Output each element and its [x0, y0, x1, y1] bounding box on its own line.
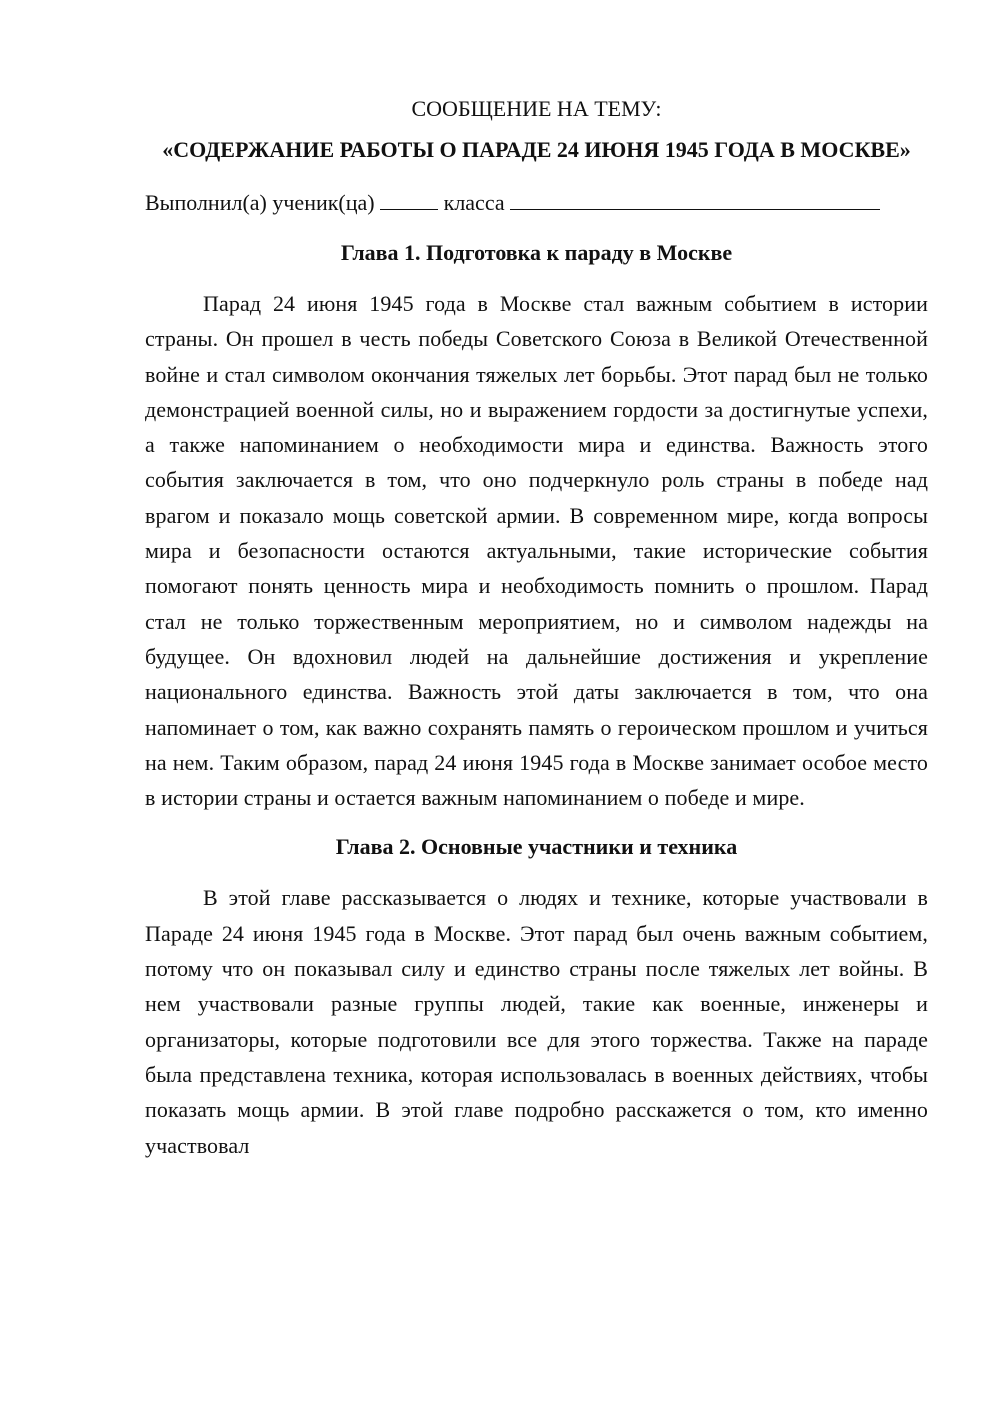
chapter-2: [145, 832, 928, 1162]
chapter-2-paragraph: В этой главе рассказывается о людях и технике, которые участвовали в Параде 24 июня 1945 года в Москве. Этот парад был очень важным событием, потому что он показывал силу и единство страны после тяжелых лет войны. В нем участвовали разные группы людей, такие как военные, инженеры и организаторы, которые подготовили все для этого торжества. Также на параде была представлена техника, которая использовалась в военных действиях, чтобы показать мощь армии. В этой главе подробно расскажется о том, кто именно участвовал: [145, 885, 928, 1158]
chapter-2-heading: Глава 2. Основные участники и техника: [335, 834, 738, 860]
chapter-1-heading: Глава 1. Подготовка к параду в Москве: [340, 240, 733, 265]
document-title: «СОДЕРЖАНИЕ РАБОТЫ О ПАРАДЕ 24 ИЮНЯ 1945 ГОДА В МОСКВЕ»: [162, 137, 911, 162]
document-header: СООБЩЕНИЕ НА ТЕМУ:: [411, 96, 662, 121]
student-name-blank: [510, 187, 880, 210]
chapter-1-paragraph: Парад 24 июня 1945 года в Москве стал важным событием в истории страны. Он прошел в честь победы Советского Союза в Великой Отечественной войне и стал символом окончания тяжелых лет борьбы. Этот парад был не только демонстрацией военной силы, но и выражением гордости за достигнутые успехи, а также напоминанием о необходимости мира и единства. Важность этого события заключается в том, что оно подчеркнуло роль страны в победе над врагом и показало мощь советской армии. В современном мире, когда вопросы мира и безопасности остаются актуальными, такие исторические события помогают понять ценность мира и необходимость помнить о прошлом. Парад стал не только торжественным мероприятием, но и символом надежды на будущее. Он вдохновил людей на дальнейшие достижения и укрепление национального единства. Важность этой даты заключается в том, что она напоминает о том, как важно сохранять память о героическом прошлом и учиться на нем. Таким образом, парад 24 июня 1945 года в Москве занимает особое место в истории страны и остается важным напоминанием о победе и мире.: [145, 291, 928, 811]
author-prefix: Выполнил(а) ученик(ца): [145, 190, 375, 215]
class-label: класса: [443, 190, 505, 215]
chapter-1: [145, 238, 928, 815]
class-number-blank: [380, 187, 438, 210]
author-line: [145, 187, 928, 218]
